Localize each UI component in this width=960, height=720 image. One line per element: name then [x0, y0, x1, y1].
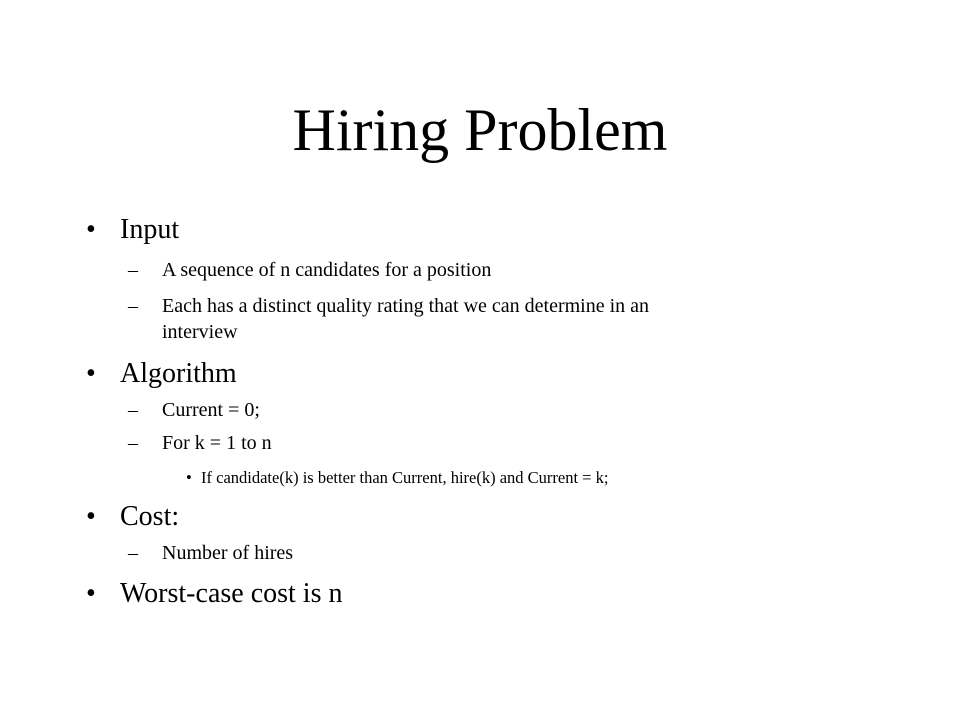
bullet-text: Worst-case cost is n — [120, 578, 343, 609]
dash-marker: – — [128, 295, 138, 317]
bullet-marker: • — [86, 214, 96, 245]
bullet-marker: • — [86, 578, 96, 609]
dash-marker: – — [128, 399, 138, 421]
dash-marker: – — [128, 542, 138, 564]
bullet-marker: • — [186, 468, 192, 487]
sub-bullet-text: Current = 0; — [162, 399, 260, 421]
bullet-text: Algorithm — [120, 358, 237, 389]
sub-bullet-text: A sequence of n candidates for a position — [162, 259, 492, 281]
sub-bullet-text: For k = 1 to n — [162, 432, 272, 454]
bullet-text: Cost: — [120, 501, 180, 532]
dash-marker: – — [128, 432, 138, 454]
dash-marker: – — [128, 259, 138, 281]
bullet-marker: • — [86, 358, 96, 389]
sub-bullet-text: Number of hires — [162, 542, 294, 564]
sub-sub-bullet-text: If candidate(k) is better than Current, hire(k) and Current = k; — [201, 468, 609, 487]
bullet-marker: • — [86, 501, 96, 532]
sub-bullet-text: Each has a distinct quality rating that we can determine in an — [162, 295, 650, 317]
sub-bullet-text: interview — [162, 321, 238, 343]
bullet-text: Input — [120, 214, 180, 245]
slide-title: Hiring Problem — [292, 97, 668, 163]
